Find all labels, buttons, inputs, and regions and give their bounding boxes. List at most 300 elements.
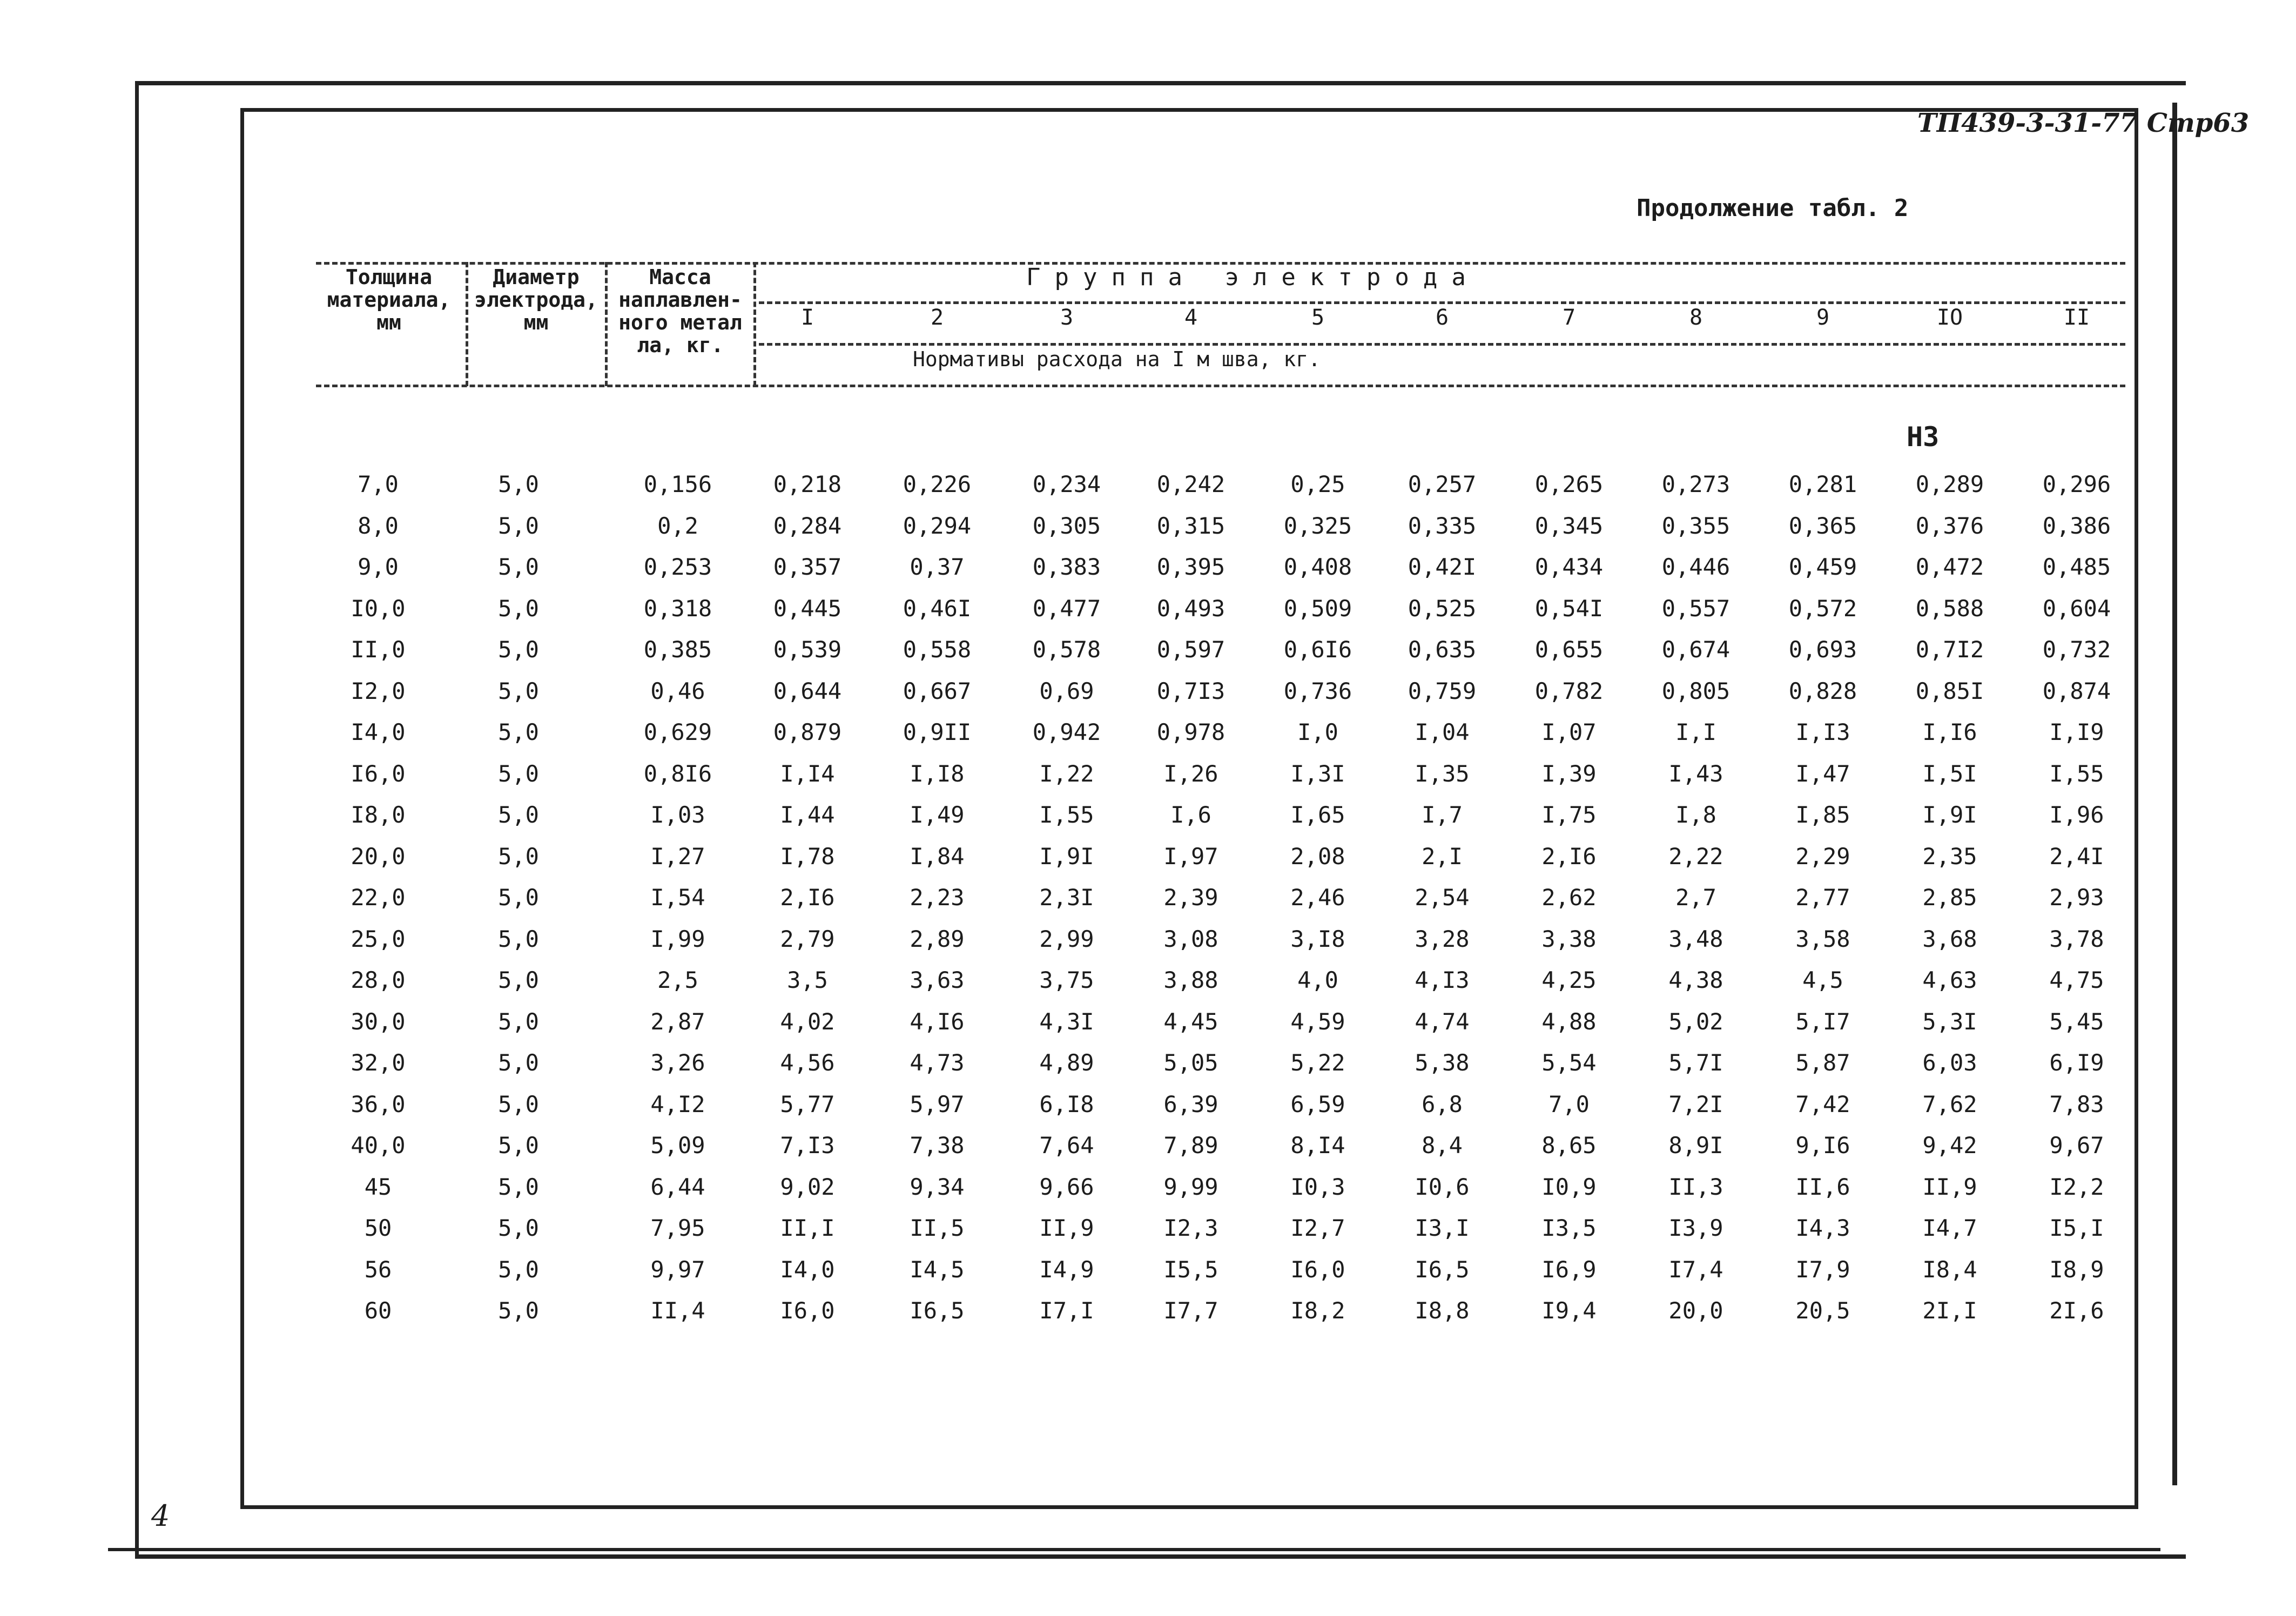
table-cell: 0,472 bbox=[1915, 554, 1984, 580]
table-cell: 0,557 bbox=[1661, 595, 1731, 622]
table-cell: 0,655 bbox=[1534, 636, 1604, 663]
table-cell: 9,42 bbox=[1922, 1132, 1977, 1159]
table-cell: 22,0 bbox=[351, 884, 406, 911]
table-cell: I,47 bbox=[1795, 760, 1850, 787]
table-cell: II,9 bbox=[1039, 1215, 1094, 1241]
table-cell: I,49 bbox=[910, 802, 965, 828]
table-cell: 4,74 bbox=[1415, 1008, 1470, 1035]
group-number: 5 bbox=[1311, 305, 1325, 330]
table-cell: I,I4 bbox=[780, 760, 835, 787]
table-cell: 5,3I bbox=[1922, 1008, 1977, 1035]
table-cell: 5,0 bbox=[498, 1049, 539, 1076]
table-cell: I,3I bbox=[1290, 760, 1345, 787]
table-cell: 0,365 bbox=[1788, 513, 1857, 539]
table-cell: 0,218 bbox=[773, 471, 842, 497]
table-cell: I,22 bbox=[1039, 760, 1094, 787]
table-cell: I0,6 bbox=[1415, 1174, 1470, 1200]
table-cell: 5,97 bbox=[910, 1091, 965, 1117]
table-cell: 0,7I3 bbox=[1156, 678, 1226, 704]
table-cell: 6,39 bbox=[1163, 1091, 1218, 1117]
table-cell: I7,4 bbox=[1668, 1256, 1723, 1283]
table-cell: 3,68 bbox=[1922, 926, 1977, 952]
group-number: I bbox=[800, 305, 814, 330]
table-cell: 0,604 bbox=[2042, 595, 2111, 622]
table-cell: I8,0 bbox=[351, 802, 406, 828]
table-cell: 2,93 bbox=[2049, 884, 2104, 911]
table-cell: 0,597 bbox=[1156, 636, 1226, 663]
table-cell: 0,732 bbox=[2042, 636, 2111, 663]
table-cell: 5,7I bbox=[1668, 1049, 1723, 1076]
table-cell: 5,0 bbox=[498, 843, 539, 870]
table-cell: I,85 bbox=[1795, 802, 1850, 828]
table-caption: Продолжение табл. 2 bbox=[1637, 194, 1909, 222]
table-cell: I,75 bbox=[1541, 802, 1597, 828]
table-cell: 5,0 bbox=[498, 884, 539, 911]
table-cell: 6,I8 bbox=[1039, 1091, 1094, 1117]
table-cell: I5,I bbox=[2049, 1215, 2104, 1241]
table-cell: I6,9 bbox=[1541, 1256, 1597, 1283]
table-row bbox=[0, 926, 2296, 964]
table-cell: I,I bbox=[1675, 719, 1716, 745]
table-cell: 0,759 bbox=[1408, 678, 1477, 704]
table-row bbox=[0, 1215, 2296, 1253]
table-cell: 0,782 bbox=[1534, 678, 1604, 704]
table-cell: 7,64 bbox=[1039, 1132, 1094, 1159]
table-row bbox=[0, 678, 2296, 716]
table-cell: 0,459 bbox=[1788, 554, 1857, 580]
table-cell: I,65 bbox=[1290, 802, 1345, 828]
table-cell: I8,4 bbox=[1922, 1256, 1977, 1283]
table-cell: 5,0 bbox=[498, 1215, 539, 1241]
table-cell: I7,I bbox=[1039, 1297, 1094, 1324]
table-cell: I0,9 bbox=[1541, 1174, 1597, 1200]
table-cell: 6,59 bbox=[1290, 1091, 1345, 1117]
table-cell: 0,525 bbox=[1408, 595, 1477, 622]
table-row bbox=[0, 595, 2296, 633]
table-cell: 7,62 bbox=[1922, 1091, 1977, 1117]
table-cell: 2,7 bbox=[1675, 884, 1716, 911]
table-cell: 45 bbox=[364, 1174, 392, 1200]
table-cell: I,07 bbox=[1541, 719, 1597, 745]
table-cell: 2I,I bbox=[1922, 1297, 1977, 1324]
table-cell: II,4 bbox=[650, 1297, 705, 1324]
table-cell: I5,5 bbox=[1163, 1256, 1218, 1283]
table-cell: 0,281 bbox=[1788, 471, 1857, 497]
table-cell: 2,4I bbox=[2049, 843, 2104, 870]
table-cell: 0,386 bbox=[2042, 513, 2111, 539]
table-cell: 5,45 bbox=[2049, 1008, 2104, 1035]
table-cell: I0,0 bbox=[351, 595, 406, 622]
table-row bbox=[0, 1256, 2296, 1294]
table-cell: 7,0 bbox=[358, 471, 399, 497]
table-cell: 4,56 bbox=[780, 1049, 835, 1076]
table-cell: 4,I3 bbox=[1415, 967, 1470, 993]
table-cell: 2,89 bbox=[910, 926, 965, 952]
table-cell: 8,0 bbox=[358, 513, 399, 539]
table-cell: 6,8 bbox=[1422, 1091, 1463, 1117]
table-cell: 8,9I bbox=[1668, 1132, 1723, 1159]
table-cell: 9,0 bbox=[358, 554, 399, 580]
group-number: 7 bbox=[1562, 305, 1576, 330]
table-cell: I,78 bbox=[780, 843, 835, 870]
table-cell: 0,383 bbox=[1032, 554, 1101, 580]
table-cell: I,0 bbox=[1297, 719, 1338, 745]
table-cell: I3,5 bbox=[1541, 1215, 1597, 1241]
table-cell: 5,0 bbox=[498, 636, 539, 663]
table-cell: 4,5 bbox=[1802, 967, 1843, 993]
table-cell: I,35 bbox=[1415, 760, 1470, 787]
table-cell: 0,539 bbox=[773, 636, 842, 663]
table-cell: I,6 bbox=[1170, 802, 1211, 828]
table-cell: I9,4 bbox=[1541, 1297, 1597, 1324]
table-cell: 3,88 bbox=[1163, 967, 1218, 993]
group-number: 4 bbox=[1184, 305, 1198, 330]
group-number: IO bbox=[1936, 305, 1963, 330]
table-cell: 25,0 bbox=[351, 926, 406, 952]
table-row bbox=[0, 636, 2296, 674]
table-cell: 3,58 bbox=[1795, 926, 1850, 952]
table-row bbox=[0, 760, 2296, 798]
table-cell: 5,0 bbox=[498, 1091, 539, 1117]
table-cell: II,5 bbox=[910, 1215, 965, 1241]
header-diameter: Диаметр электрода, мм bbox=[474, 265, 598, 334]
table-cell: 4,0 bbox=[1297, 967, 1338, 993]
table-row bbox=[0, 1049, 2296, 1087]
table-cell: 2,46 bbox=[1290, 884, 1345, 911]
table-cell: 0,445 bbox=[773, 595, 842, 622]
table-cell: 7,0 bbox=[1548, 1091, 1590, 1117]
table-cell: I4,7 bbox=[1922, 1215, 1977, 1241]
table-cell: I3,9 bbox=[1668, 1215, 1723, 1241]
table-cell: 28,0 bbox=[351, 967, 406, 993]
table-cell: 0,572 bbox=[1788, 595, 1857, 622]
table-cell: I7,7 bbox=[1163, 1297, 1218, 1324]
table-cell: 0,7I2 bbox=[1915, 636, 1984, 663]
table-cell: I4,0 bbox=[780, 1256, 835, 1283]
group-number: 9 bbox=[1816, 305, 1830, 330]
table-cell: 0,265 bbox=[1534, 471, 1604, 497]
table-cell: 2,5 bbox=[657, 967, 698, 993]
table-cell: 3,78 bbox=[2049, 926, 2104, 952]
table-row bbox=[0, 967, 2296, 1005]
table-cell: 2,I6 bbox=[780, 884, 835, 911]
table-cell: 0,477 bbox=[1032, 595, 1101, 622]
table-cell: 2,85 bbox=[1922, 884, 1977, 911]
table-cell: 56 bbox=[364, 1256, 392, 1283]
table-cell: 0,9II bbox=[903, 719, 972, 745]
table-cell: 6,I9 bbox=[2049, 1049, 2104, 1076]
table-cell: 3,08 bbox=[1163, 926, 1218, 952]
table-cell: 0,234 bbox=[1032, 471, 1101, 497]
table-cell: 0,37 bbox=[910, 554, 965, 580]
table-cell: 0,296 bbox=[2042, 471, 2111, 497]
table-cell: 9,34 bbox=[910, 1174, 965, 1200]
header-bottom-rule bbox=[316, 385, 2125, 387]
table-cell: 0,408 bbox=[1283, 554, 1352, 580]
table-cell: I8,9 bbox=[2049, 1256, 2104, 1283]
table-cell: 2,62 bbox=[1541, 884, 1597, 911]
table-row bbox=[0, 802, 2296, 839]
table-cell: II,3 bbox=[1668, 1174, 1723, 1200]
table-cell: 4,02 bbox=[780, 1008, 835, 1035]
bottom-edge-line bbox=[108, 1548, 2160, 1551]
table-cell: I,39 bbox=[1541, 760, 1597, 787]
table-cell: 0,644 bbox=[773, 678, 842, 704]
table-cell: 2,54 bbox=[1415, 884, 1470, 911]
table-row bbox=[0, 513, 2296, 550]
table-cell: 0,385 bbox=[643, 636, 712, 663]
table-cell: I4,9 bbox=[1039, 1256, 1094, 1283]
table-cell: 0,156 bbox=[643, 471, 712, 497]
table-cell: 0,273 bbox=[1661, 471, 1731, 497]
table-cell: 6,44 bbox=[650, 1174, 705, 1200]
table-cell: 2,3I bbox=[1039, 884, 1094, 911]
table-cell: 5,0 bbox=[498, 1008, 539, 1035]
table-cell: 5,0 bbox=[498, 760, 539, 787]
table-cell: 5,0 bbox=[498, 678, 539, 704]
table-cell: 5,0 bbox=[498, 471, 539, 497]
table-cell: I,43 bbox=[1668, 760, 1723, 787]
table-cell: 0,325 bbox=[1283, 513, 1352, 539]
norm-title: Нормативы расхода на I м шва, кг. bbox=[913, 347, 1321, 371]
table-cell: 5,09 bbox=[650, 1132, 705, 1159]
table-cell: I,55 bbox=[2049, 760, 2104, 787]
table-cell: 5,0 bbox=[498, 595, 539, 622]
table-cell: I8,8 bbox=[1415, 1297, 1470, 1324]
table-cell: 0,693 bbox=[1788, 636, 1857, 663]
table-cell: 0,253 bbox=[643, 554, 712, 580]
table-cell: I4,0 bbox=[351, 719, 406, 745]
table-cell: 0,335 bbox=[1408, 513, 1477, 539]
table-cell: 20,5 bbox=[1795, 1297, 1850, 1324]
table-cell: I3,I bbox=[1415, 1215, 1470, 1241]
table-cell: II,0 bbox=[351, 636, 406, 663]
table-cell: I6,0 bbox=[351, 760, 406, 787]
table-cell: 0,942 bbox=[1032, 719, 1101, 745]
table-cell: 5,0 bbox=[498, 1297, 539, 1324]
table-cell: I,84 bbox=[910, 843, 965, 870]
table-cell: 0,667 bbox=[903, 678, 972, 704]
table-cell: 2,99 bbox=[1039, 926, 1094, 952]
table-cell: 3,5 bbox=[787, 967, 828, 993]
table-cell: 0,874 bbox=[2042, 678, 2111, 704]
table-cell: 7,42 bbox=[1795, 1091, 1850, 1117]
table-cell: 2I,6 bbox=[2049, 1297, 2104, 1324]
table-cell: I8,2 bbox=[1290, 1297, 1345, 1324]
table-row bbox=[0, 843, 2296, 881]
table-cell: 2,I6 bbox=[1541, 843, 1597, 870]
table-cell: I,99 bbox=[650, 926, 705, 952]
table-cell: 0,434 bbox=[1534, 554, 1604, 580]
table-row bbox=[0, 1091, 2296, 1129]
table-cell: 5,02 bbox=[1668, 1008, 1723, 1035]
table-cell: 0,69 bbox=[1039, 678, 1094, 704]
table-cell: I,27 bbox=[650, 843, 705, 870]
table-cell: 0,879 bbox=[773, 719, 842, 745]
table-cell: 3,75 bbox=[1039, 967, 1094, 993]
table-cell: 32,0 bbox=[351, 1049, 406, 1076]
table-cell: 0,446 bbox=[1661, 554, 1731, 580]
table-cell: 0,736 bbox=[1283, 678, 1352, 704]
table-cell: I,5I bbox=[1922, 760, 1977, 787]
table-cell: I6,0 bbox=[1290, 1256, 1345, 1283]
table-cell: 5,54 bbox=[1541, 1049, 1597, 1076]
table-cell: 3,I8 bbox=[1290, 926, 1345, 952]
table-cell: 0,345 bbox=[1534, 513, 1604, 539]
table-cell: 2,79 bbox=[780, 926, 835, 952]
page-number: 4 bbox=[151, 1499, 170, 1533]
table-cell: 5,05 bbox=[1163, 1049, 1218, 1076]
table-cell: 5,0 bbox=[498, 967, 539, 993]
table-cell: 9,I6 bbox=[1795, 1132, 1850, 1159]
table-cell: 6,03 bbox=[1922, 1049, 1977, 1076]
table-cell: 3,26 bbox=[650, 1049, 705, 1076]
table-cell: 5,0 bbox=[498, 1174, 539, 1200]
table-row bbox=[0, 554, 2296, 591]
table-cell: I,44 bbox=[780, 802, 835, 828]
table-cell: 4,59 bbox=[1290, 1008, 1345, 1035]
table-cell: 30,0 bbox=[351, 1008, 406, 1035]
table-cell: II,9 bbox=[1922, 1174, 1977, 1200]
table-cell: 4,75 bbox=[2049, 967, 2104, 993]
group-title: Группа электрода bbox=[1026, 264, 1480, 291]
table-cell: I,9I bbox=[1922, 802, 1977, 828]
table-cell: 2,77 bbox=[1795, 884, 1850, 911]
table-cell: 3,63 bbox=[910, 967, 965, 993]
table-cell: I7,9 bbox=[1795, 1256, 1850, 1283]
table-cell: 0,828 bbox=[1788, 678, 1857, 704]
table-cell: 5,87 bbox=[1795, 1049, 1850, 1076]
table-cell: 8,4 bbox=[1422, 1132, 1463, 1159]
table-cell: 0,635 bbox=[1408, 636, 1477, 663]
table-cell: 2,39 bbox=[1163, 884, 1218, 911]
table-cell: 0,318 bbox=[643, 595, 712, 622]
table-cell: 3,48 bbox=[1668, 926, 1723, 952]
table-cell: 20,0 bbox=[351, 843, 406, 870]
table-cell: I,54 bbox=[650, 884, 705, 911]
table-cell: 0,54I bbox=[1534, 595, 1604, 622]
table-cell: 0,674 bbox=[1661, 636, 1731, 663]
table-cell: I2,7 bbox=[1290, 1215, 1345, 1241]
table-row bbox=[0, 719, 2296, 757]
table-cell: 2,23 bbox=[910, 884, 965, 911]
table-cell: 9,02 bbox=[780, 1174, 835, 1200]
table-cell: 4,63 bbox=[1922, 967, 1977, 993]
table-cell: I,55 bbox=[1039, 802, 1094, 828]
table-cell: 7,89 bbox=[1163, 1132, 1218, 1159]
table-cell: 7,83 bbox=[2049, 1091, 2104, 1117]
table-cell: 50 bbox=[364, 1215, 392, 1241]
table-cell: I2,2 bbox=[2049, 1174, 2104, 1200]
table-cell: 0,376 bbox=[1915, 513, 1984, 539]
table-row bbox=[0, 1297, 2296, 1335]
table-cell: I4,5 bbox=[910, 1256, 965, 1283]
table-cell: 0,805 bbox=[1661, 678, 1731, 704]
group-number: 6 bbox=[1435, 305, 1449, 330]
header-thickness: Толщина материала, мм bbox=[327, 265, 451, 334]
table-cell: 5,0 bbox=[498, 719, 539, 745]
table-cell: 0,85I bbox=[1915, 678, 1984, 704]
table-cell: 20,0 bbox=[1668, 1297, 1723, 1324]
table-cell: 0,395 bbox=[1156, 554, 1226, 580]
table-cell: I6,0 bbox=[780, 1297, 835, 1324]
table-cell: 0,46I bbox=[903, 595, 972, 622]
table-cell: I,I9 bbox=[2049, 719, 2104, 745]
table-cell: 0,242 bbox=[1156, 471, 1226, 497]
group-number: 3 bbox=[1060, 305, 1074, 330]
table-cell: 7,I3 bbox=[780, 1132, 835, 1159]
table-cell: 2,08 bbox=[1290, 843, 1345, 870]
table-cell: 5,38 bbox=[1415, 1049, 1470, 1076]
table-cell: 0,355 bbox=[1661, 513, 1731, 539]
table-cell: 5,77 bbox=[780, 1091, 835, 1117]
table-cell: 0,305 bbox=[1032, 513, 1101, 539]
table-cell: 5,0 bbox=[498, 554, 539, 580]
table-cell: 4,I2 bbox=[650, 1091, 705, 1117]
table-cell: 0,578 bbox=[1032, 636, 1101, 663]
table-cell: 4,89 bbox=[1039, 1049, 1094, 1076]
table-cell: I2,0 bbox=[351, 678, 406, 704]
table-cell: 0,6I6 bbox=[1283, 636, 1352, 663]
table-cell: II,I bbox=[780, 1215, 835, 1241]
table-cell: 0,257 bbox=[1408, 471, 1477, 497]
document-code: ТП439-3-31-77 Стр63 bbox=[1917, 108, 2250, 138]
table-cell: 0,46 bbox=[650, 678, 705, 704]
table-cell: 0,294 bbox=[903, 513, 972, 539]
table-cell: 0,226 bbox=[903, 471, 972, 497]
table-cell: I,26 bbox=[1163, 760, 1218, 787]
table-cell: 9,66 bbox=[1039, 1174, 1094, 1200]
table-cell: 3,38 bbox=[1541, 926, 1597, 952]
table-cell: I,03 bbox=[650, 802, 705, 828]
numbers-rule bbox=[759, 343, 2125, 346]
table-cell: 5,22 bbox=[1290, 1049, 1345, 1076]
table-cell: 2,22 bbox=[1668, 843, 1723, 870]
table-row bbox=[0, 1132, 2296, 1170]
table-cell: I0,3 bbox=[1290, 1174, 1345, 1200]
table-cell: 0,588 bbox=[1915, 595, 1984, 622]
table-cell: 5,0 bbox=[498, 926, 539, 952]
table-cell: 0,25 bbox=[1290, 471, 1345, 497]
table-cell: 4,25 bbox=[1541, 967, 1597, 993]
table-cell: 9,67 bbox=[2049, 1132, 2104, 1159]
table-cell: I,I8 bbox=[910, 760, 965, 787]
table-row bbox=[0, 471, 2296, 509]
table-cell: 4,I6 bbox=[910, 1008, 965, 1035]
table-cell: 0,42I bbox=[1408, 554, 1477, 580]
table-cell: II,6 bbox=[1795, 1174, 1850, 1200]
table-cell: 5,0 bbox=[498, 513, 539, 539]
table-cell: 0,357 bbox=[773, 554, 842, 580]
table-cell: 7,38 bbox=[910, 1132, 965, 1159]
table-cell: 0,8I6 bbox=[643, 760, 712, 787]
table-row bbox=[0, 1174, 2296, 1211]
table-cell: 0,558 bbox=[903, 636, 972, 663]
table-cell: I,97 bbox=[1163, 843, 1218, 870]
table-cell: 3,28 bbox=[1415, 926, 1470, 952]
series-mark: Н3 bbox=[1907, 421, 1940, 453]
table-cell: 2,35 bbox=[1922, 843, 1977, 870]
table-row bbox=[0, 1008, 2296, 1046]
table-cell: 5,I7 bbox=[1795, 1008, 1850, 1035]
table-row bbox=[0, 884, 2296, 922]
group-number: 8 bbox=[1689, 305, 1703, 330]
table-cell: 4,38 bbox=[1668, 967, 1723, 993]
table-cell: I,I3 bbox=[1795, 719, 1850, 745]
table-cell: I,04 bbox=[1415, 719, 1470, 745]
table-cell: 4,3I bbox=[1039, 1008, 1094, 1035]
table-cell: 0,493 bbox=[1156, 595, 1226, 622]
